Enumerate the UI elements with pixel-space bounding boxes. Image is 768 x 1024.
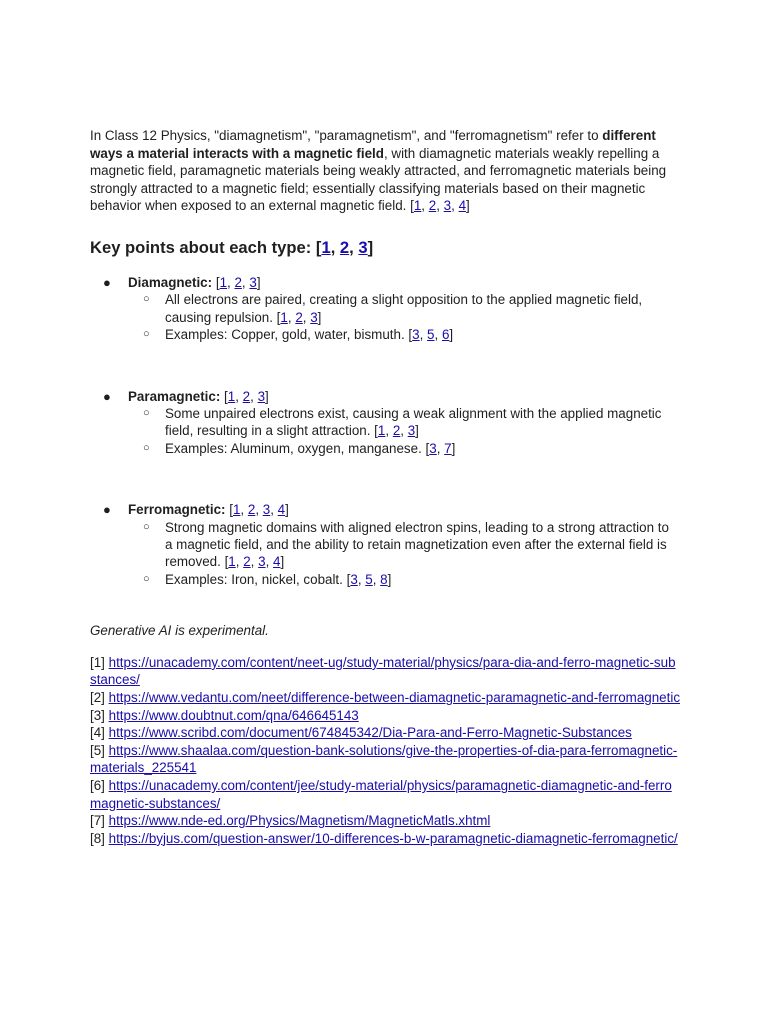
citation-group: [3, 5, 8]: [346, 571, 392, 587]
citation-link[interactable]: 2: [243, 554, 251, 570]
type-name: Paramagnetic:: [128, 388, 221, 404]
reference-item: [90, 830, 680, 848]
citation-link[interactable]: 2: [392, 423, 401, 439]
reference-item: [90, 812, 680, 830]
type-detail-text: Examples: Copper, gold, water, bismuth.: [165, 327, 405, 343]
hollow-bullet-icon: ○: [143, 520, 150, 533]
intro-text-continued: , with diamagnetic materials weakly repelling a magnetic field, paramagnetic materials being weakly attracted, and ferromagnetic materials being strongly attracted to a magnetic field; essentially classifying materials based on their magnetic behavior when exposed to an external magnetic field.: [90, 145, 667, 214]
type-detail-text: Strong magnetic domains with aligned electron spins, leading to a strong attraction to a magnetic field, and the ability to retain magnetization even after the external field is removed.: [165, 519, 669, 570]
section-heading-text: Key points about each type:: [90, 237, 312, 257]
reference-label: [7]: [90, 813, 105, 829]
citation-link[interactable]: 5: [365, 571, 373, 587]
citation-link[interactable]: 2: [242, 388, 251, 404]
citation-link[interactable]: 5: [427, 327, 435, 343]
citation-group: [1, 2, 3]: [276, 309, 322, 325]
citation-group: [1, 2, 3]: [224, 388, 269, 404]
magnetism-type-item: [90, 388, 680, 458]
citation-link[interactable]: 2: [234, 274, 242, 290]
citation-link[interactable]: 2: [428, 198, 437, 214]
document-content: [90, 127, 680, 847]
citation-link[interactable]: 3: [429, 440, 437, 456]
magnetism-type-list: [90, 274, 680, 588]
hollow-bullet-icon: ○: [143, 441, 150, 454]
citation-link[interactable]: 1: [321, 237, 331, 257]
type-detail-text: All electrons are paired, creating a slight opposition to the applied magnetic field, causing repulsion.: [165, 292, 643, 325]
type-detail-list: [128, 405, 680, 457]
reference-item: [90, 742, 680, 777]
bullet-icon: ●: [103, 274, 111, 290]
citation-group: [1, 2, 3]: [315, 237, 374, 257]
citation-link[interactable]: 3: [257, 388, 266, 404]
citation-link[interactable]: 3: [407, 423, 416, 439]
magnetism-type-item: [90, 274, 680, 344]
type-detail-item: [128, 326, 680, 343]
citation-link[interactable]: 7: [444, 440, 452, 456]
reference-link[interactable]: https://unacademy.com/content/jee/study-material/physics/paramagnetic-diamagnetic-and-ferromagnetic-substances/: [90, 778, 672, 811]
reference-item: [90, 689, 680, 707]
citation-group: [1, 2, 3, 4]: [410, 198, 470, 214]
reference-label: [6]: [90, 778, 105, 793]
citation-link[interactable]: 1: [219, 274, 228, 290]
reference-label: [5]: [90, 742, 105, 758]
citation-link[interactable]: 3: [258, 554, 266, 570]
citation-link[interactable]: 1: [228, 554, 236, 570]
citation-link[interactable]: 3: [412, 327, 420, 343]
citation-link[interactable]: 2: [295, 309, 303, 325]
section-heading: [90, 237, 680, 259]
type-name: Diamagnetic:: [128, 274, 213, 290]
reference-item: [90, 724, 680, 742]
intro-bold-text: different ways a material interacts with a magnetic field: [90, 128, 656, 161]
reference-item: [90, 707, 680, 725]
citation-link[interactable]: 3: [249, 274, 257, 290]
type-detail-text: Examples: Aluminum, oxygen, manganese.: [165, 440, 422, 456]
reference-link[interactable]: https://www.vedantu.com/neet/difference-between-diamagnetic-paramagnetic-and-ferromagnetic: [108, 690, 681, 706]
hollow-bullet-icon: ○: [143, 293, 150, 306]
citation-link[interactable]: 4: [277, 502, 286, 518]
hollow-bullet-icon: ○: [143, 407, 150, 419]
bullet-icon: ●: [103, 388, 111, 404]
citation-link[interactable]: 3: [310, 309, 318, 325]
reference-link[interactable]: https://www.scribd.com/document/674845342/Dia-Para-and-Ferro-Magnetic-Substances: [108, 725, 632, 741]
citation-link[interactable]: 3: [443, 198, 452, 214]
citation-group: [3, 7]: [425, 440, 456, 456]
hollow-bullet-icon: ○: [143, 328, 150, 341]
reference-label: [3]: [90, 707, 105, 723]
type-detail-list: [128, 291, 680, 343]
reference-label: [4]: [90, 725, 105, 741]
citation-group: [1, 2, 3]: [374, 423, 419, 439]
reference-link[interactable]: https://unacademy.com/content/neet-ug/study-material/physics/para-dia-and-ferro-magnetic-substances/: [90, 654, 676, 688]
bullet-icon: ●: [103, 502, 111, 518]
type-detail-text: Some unpaired electrons exist, causing a weak alignment with the applied magnetic field, resulting in a slight attraction.: [165, 406, 662, 439]
type-name: Ferromagnetic:: [128, 502, 226, 518]
reference-item: [90, 654, 680, 689]
type-detail-item: [128, 440, 680, 457]
citation-link[interactable]: 3: [350, 571, 358, 587]
reference-label: [8]: [90, 830, 105, 846]
citation-link[interactable]: 8: [380, 571, 388, 587]
citation-link[interactable]: 2: [247, 502, 256, 518]
intro-paragraph: [90, 127, 680, 215]
type-detail-item: [128, 405, 680, 440]
citation-link[interactable]: 1: [377, 423, 386, 439]
disclaimer-text: Generative AI is experimental.: [90, 623, 269, 639]
citation-link[interactable]: 3: [262, 502, 271, 518]
citation-link[interactable]: 6: [441, 327, 450, 343]
reference-item: [90, 777, 680, 812]
citation-group: [1, 2, 3, 4]: [224, 554, 285, 570]
citation-link[interactable]: 1: [413, 198, 422, 214]
citation-link[interactable]: 1: [232, 502, 241, 518]
citation-group: [1, 2, 3, 4]: [229, 502, 289, 518]
type-detail-text: Examples: Iron, nickel, cobalt.: [165, 571, 343, 587]
reference-link[interactable]: https://www.doubtnut.com/qna/646645143: [108, 707, 359, 723]
citation-group: [3, 5, 6]: [408, 327, 454, 343]
citation-link[interactable]: 2: [339, 237, 350, 257]
type-detail-item: [128, 571, 680, 588]
reference-label: [1]: [90, 654, 105, 670]
citation-link[interactable]: 1: [280, 309, 288, 325]
reference-list: [90, 654, 680, 848]
type-detail-item: [128, 291, 680, 326]
reference-link[interactable]: https://www.shaalaa.com/question-bank-solutions/give-the-properties-of-dia-para-ferromagnetic-materials_225541: [90, 742, 678, 776]
reference-label: [2]: [90, 690, 105, 706]
magnetism-type-item: [90, 501, 680, 588]
citation-link[interactable]: 4: [273, 554, 281, 570]
hollow-bullet-icon: ○: [143, 572, 150, 585]
type-detail-item: [128, 519, 680, 571]
reference-link[interactable]: https://www.nde-ed.org/Physics/Magnetism/MagneticMatls.xhtml: [108, 813, 491, 829]
reference-link[interactable]: https://byjus.com/question-answer/10-differences-b-w-paramagnetic-diamagnetic-ferromagnetic/: [108, 830, 678, 846]
type-detail-list: [128, 519, 680, 589]
citation-link[interactable]: 1: [227, 388, 236, 404]
citation-link[interactable]: 4: [458, 198, 467, 214]
citation-group: [1, 2, 3]: [215, 274, 261, 290]
intro-text: In Class 12 Physics, "diamagnetism", "paramagnetism", and "ferromagnetism" refer to: [90, 128, 603, 143]
citation-link[interactable]: 3: [358, 237, 368, 257]
